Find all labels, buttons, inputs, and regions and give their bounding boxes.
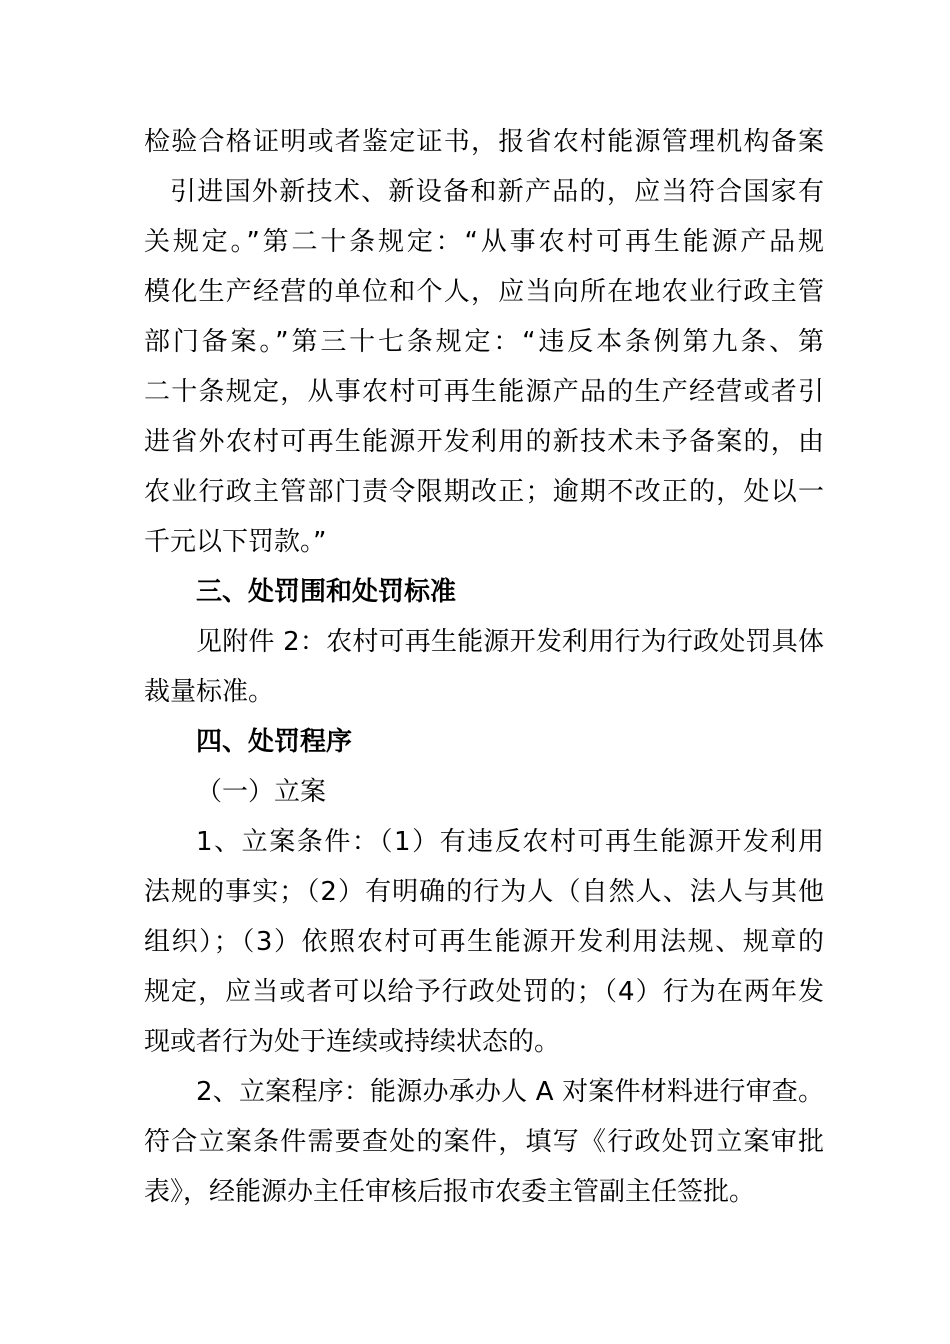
paragraph-line: 法规的事实；（2）有明确的行为人（自然人、法人与其他 <box>144 877 824 907</box>
paragraph-line: 关规定。”第二十条规定：“从事农村可再生能源产品规 <box>144 227 824 257</box>
paragraph-line: 表》，经能源办主任审核后报市农委主管副主任签批。 <box>144 1177 756 1207</box>
paragraph-line: 见附件 2：农村可再生能源开发利用行为行政处罚具体 <box>196 627 824 657</box>
paragraph-line: 现或者行为处于连续或持续状态的。 <box>144 1027 561 1057</box>
section-heading: 四、处罚程序 <box>196 727 353 757</box>
paragraph-line: 进省外农村可再生能源开发利用的新技术未予备案的，由 <box>144 427 824 457</box>
paragraph-line: 模化生产经营的单位和个人，应当向所在地农业行政主管 <box>144 277 824 307</box>
section-heading: 三、处罚围和处罚标准 <box>196 577 457 607</box>
paragraph-line: 检验合格证明或者鉴定证书，报省农村能源管理机构备案 <box>144 127 824 157</box>
paragraph-line: 符合立案条件需要查处的案件，填写《行政处罚立案审批 <box>144 1127 824 1157</box>
paragraph-line: 二十条规定，从事农村可再生能源产品的生产经营或者引 <box>144 377 824 407</box>
paragraph-line: 千元以下罚款。” <box>144 527 327 557</box>
paragraph-line: 规定，应当或者可以给予行政处罚的；（4）行为在两年发 <box>144 977 824 1007</box>
paragraph-line: 1、立案条件：（1）有违反农村可再生能源开发利用 <box>196 827 824 857</box>
paragraph-line: 农业行政主管部门责令限期改正；逾期不改正的，处以一 <box>144 477 824 507</box>
paragraph-line: 引进国外新技术、新设备和新产品的，应当符合国家有 <box>170 177 824 207</box>
paragraph-line: 裁量标准。 <box>144 677 275 707</box>
paragraph-line: 部门备案。”第三十七条规定：“违反本条例第九条、第 <box>144 327 824 357</box>
paragraph-line: 2、立案程序：能源办承办人 A 对案件材料进行审查。 <box>196 1077 824 1107</box>
paragraph-line: 组织）；（3）依照农村可再生能源开发利用法规、规章的 <box>144 927 824 957</box>
subsection-heading: （一）立案 <box>196 777 327 807</box>
